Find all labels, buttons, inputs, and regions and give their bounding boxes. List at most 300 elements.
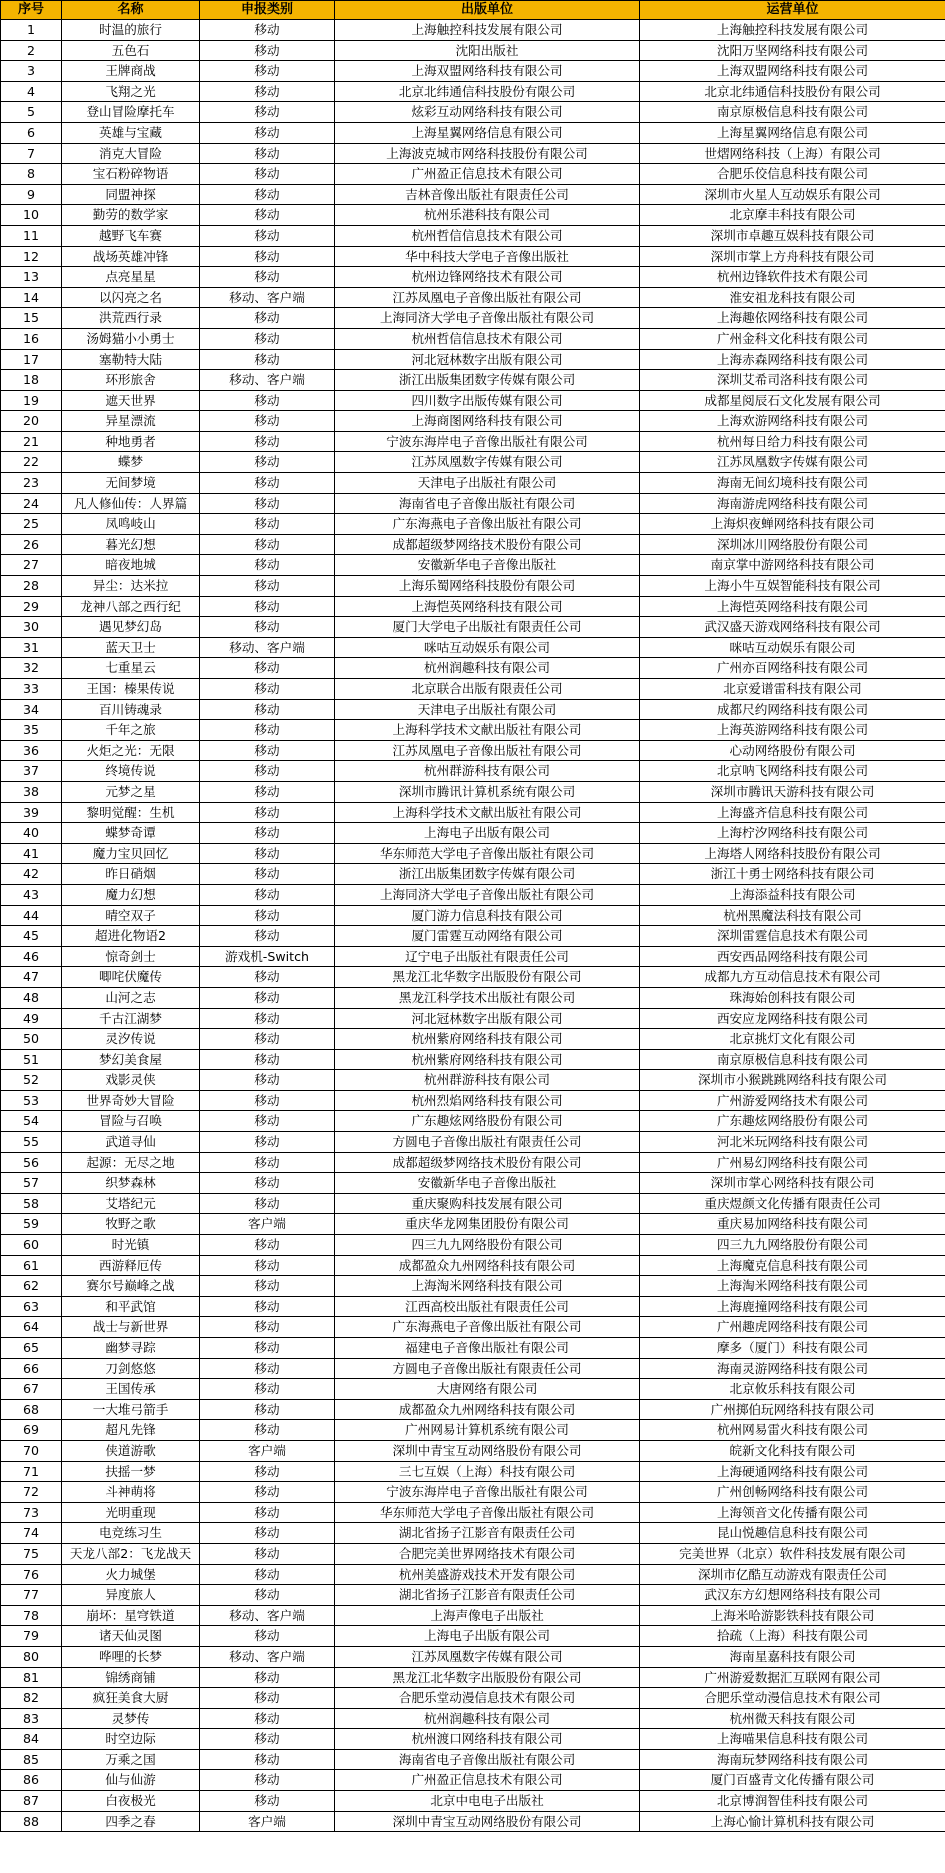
table-row — [1, 1646, 945, 1667]
cell-type: 移动 — [200, 411, 335, 432]
cell-name: 幽梦寻踪 — [62, 1338, 200, 1359]
cell-operator: 昆山悦趣信息科技有限公司 — [640, 1523, 945, 1544]
cell-no: 57 — [1, 1173, 62, 1194]
table-row — [1, 946, 945, 967]
cell-publisher: 华东师范大学电子音像出版社有限公司 — [335, 843, 640, 864]
cell-publisher: 杭州群游科技有限公司 — [335, 761, 640, 782]
cell-publisher: 宁波东海岸电子音像出版社有限公司 — [335, 1482, 640, 1503]
table-row — [1, 225, 945, 246]
cell-operator: 南京原极信息科技有限公司 — [640, 102, 945, 123]
cell-type: 移动 — [200, 143, 335, 164]
cell-name: 魔力宝贝回忆 — [62, 843, 200, 864]
cell-publisher: 重庆聚购科技发展有限公司 — [335, 1193, 640, 1214]
cell-name: 蓝天卫士 — [62, 637, 200, 658]
cell-name: 英雄与宝藏 — [62, 122, 200, 143]
cell-type: 移动 — [200, 884, 335, 905]
cell-publisher: 方圆电子音像出版社有限责任公司 — [335, 1358, 640, 1379]
cell-name: 王牌商战 — [62, 61, 200, 82]
cell-publisher: 广州盈正信息技术有限公司 — [335, 164, 640, 185]
cell-no: 22 — [1, 452, 62, 473]
cell-name: 同盟神探 — [62, 184, 200, 205]
cell-type: 移动、客户端 — [200, 370, 335, 391]
cell-type: 移动 — [200, 493, 335, 514]
cell-type: 移动 — [200, 823, 335, 844]
cell-no: 20 — [1, 411, 62, 432]
cell-no: 40 — [1, 823, 62, 844]
cell-no: 5 — [1, 102, 62, 123]
table-row — [1, 1358, 945, 1379]
cell-operator: 武汉盛天游戏网络科技有限公司 — [640, 617, 945, 638]
cell-type: 移动 — [200, 20, 335, 41]
cell-name: 元梦之星 — [62, 781, 200, 802]
cell-operator: 上海欢游网络科技有限公司 — [640, 411, 945, 432]
cell-no: 72 — [1, 1482, 62, 1503]
cell-type: 移动 — [200, 1667, 335, 1688]
cell-type: 移动、客户端 — [200, 287, 335, 308]
cell-operator: 海南无间幻境科技有限公司 — [640, 473, 945, 494]
cell-type: 移动 — [200, 926, 335, 947]
cell-no: 59 — [1, 1214, 62, 1235]
cell-operator: 重庆煜颜文化传播有限责任公司 — [640, 1193, 945, 1214]
table-row — [1, 679, 945, 700]
cell-name: 战场英雄冲锋 — [62, 246, 200, 267]
cell-name: 锦绣商铺 — [62, 1667, 200, 1688]
cell-type: 移动 — [200, 761, 335, 782]
cell-operator: 广东趣炫网络股份有限公司 — [640, 1111, 945, 1132]
cell-no: 62 — [1, 1276, 62, 1297]
cell-name: 时空边际 — [62, 1729, 200, 1750]
cell-name: 五色石 — [62, 40, 200, 61]
cell-name: 越野飞车赛 — [62, 225, 200, 246]
cell-publisher: 辽宁电子出版社有限责任公司 — [335, 946, 640, 967]
table-row — [1, 1585, 945, 1606]
cell-type: 移动 — [200, 1070, 335, 1091]
table-row — [1, 411, 945, 432]
cell-type: 移动 — [200, 1543, 335, 1564]
table-row — [1, 287, 945, 308]
cell-operator: 上海魔克信息科技有限公司 — [640, 1255, 945, 1276]
cell-name: 战士与新世界 — [62, 1317, 200, 1338]
table-row — [1, 1090, 945, 1111]
cell-operator: 上海双盟网络科技有限公司 — [640, 61, 945, 82]
cell-operator: 深圳市腾讯天游科技有限公司 — [640, 781, 945, 802]
cell-type: 移动 — [200, 390, 335, 411]
cell-type: 移动 — [200, 267, 335, 288]
cell-operator: 北京攸乐科技有限公司 — [640, 1379, 945, 1400]
cell-publisher: 厦门大学电子出版社有限责任公司 — [335, 617, 640, 638]
cell-no: 46 — [1, 946, 62, 967]
table-row — [1, 514, 945, 535]
cell-type: 移动 — [200, 987, 335, 1008]
cell-type: 游戏机-Switch — [200, 946, 335, 967]
cell-operator: 深圳市火星人互动娱乐有限公司 — [640, 184, 945, 205]
cell-no: 71 — [1, 1461, 62, 1482]
cell-name: 消克大冒险 — [62, 143, 200, 164]
table-row — [1, 390, 945, 411]
cell-publisher: 上海双盟网络科技有限公司 — [335, 61, 640, 82]
cell-publisher: 重庆华龙网集团股份有限公司 — [335, 1214, 640, 1235]
cell-operator: 拾疏（上海）科技有限公司 — [640, 1626, 945, 1647]
cell-name: 织梦森林 — [62, 1173, 200, 1194]
cell-type: 移动 — [200, 1770, 335, 1791]
cell-no: 82 — [1, 1688, 62, 1709]
cell-name: 崩坏：星穹铁道 — [62, 1605, 200, 1626]
cell-name: 唧咤伏魔传 — [62, 967, 200, 988]
cell-name: 和平武馆 — [62, 1296, 200, 1317]
cell-no: 77 — [1, 1585, 62, 1606]
cell-no: 55 — [1, 1132, 62, 1153]
cell-no: 84 — [1, 1729, 62, 1750]
cell-operator: 广州金科文化科技有限公司 — [640, 328, 945, 349]
cell-publisher: 深圳中青宝互动网络股份有限公司 — [335, 1811, 640, 1832]
cell-operator: 深圳艾希司洛科技有限公司 — [640, 370, 945, 391]
cell-name: 疯狂美食大厨 — [62, 1688, 200, 1709]
cell-type: 移动 — [200, 1029, 335, 1050]
cell-type: 移动 — [200, 1626, 335, 1647]
table-row — [1, 1070, 945, 1091]
cell-operator: 成都九方互动信息技术有限公司 — [640, 967, 945, 988]
table-row — [1, 1132, 945, 1153]
cell-operator: 上海炽夜蝉网络科技有限公司 — [640, 514, 945, 535]
cell-no: 1 — [1, 20, 62, 41]
cell-no: 79 — [1, 1626, 62, 1647]
cell-type: 移动 — [200, 225, 335, 246]
cell-type: 移动、客户端 — [200, 1646, 335, 1667]
cell-type: 移动 — [200, 1049, 335, 1070]
cell-operator: 上海柠汐网络科技有限公司 — [640, 823, 945, 844]
cell-no: 58 — [1, 1193, 62, 1214]
cell-publisher: 上海同济大学电子音像出版社有限公司 — [335, 884, 640, 905]
cell-no: 70 — [1, 1440, 62, 1461]
cell-no: 73 — [1, 1502, 62, 1523]
table-row — [1, 699, 945, 720]
cell-type: 移动 — [200, 1173, 335, 1194]
cell-publisher: 安徽新华电子音像出版社 — [335, 555, 640, 576]
cell-no: 42 — [1, 864, 62, 885]
cell-name: 登山冒险摩托车 — [62, 102, 200, 123]
table-row — [1, 493, 945, 514]
cell-publisher: 合肥乐堂动漫信息技术有限公司 — [335, 1688, 640, 1709]
cell-publisher: 华东师范大学电子音像出版社有限公司 — [335, 1502, 640, 1523]
cell-no: 32 — [1, 658, 62, 679]
cell-type: 客户端 — [200, 1811, 335, 1832]
cell-no: 28 — [1, 576, 62, 597]
cell-operator: 摩多（厦门）科技有限公司 — [640, 1338, 945, 1359]
cell-name: 扶摇一梦 — [62, 1461, 200, 1482]
cell-operator: 海南星嘉科技有限公司 — [640, 1646, 945, 1667]
cell-type: 移动 — [200, 1482, 335, 1503]
cell-no: 18 — [1, 370, 62, 391]
cell-publisher: 广东海燕电子音像出版社有限公司 — [335, 1317, 640, 1338]
cell-no: 36 — [1, 740, 62, 761]
cell-operator: 广州易幻网络科技有限公司 — [640, 1152, 945, 1173]
cell-operator: 深圳市掌上方舟科技有限公司 — [640, 246, 945, 267]
cell-publisher: 黑龙江北华数字出版股份有限公司 — [335, 967, 640, 988]
cell-operator: 杭州黑魔法科技有限公司 — [640, 905, 945, 926]
cell-name: 勤劳的数学家 — [62, 205, 200, 226]
cell-name: 魔力幻想 — [62, 884, 200, 905]
cell-type: 移动 — [200, 1111, 335, 1132]
cell-publisher: 上海电子出版有限公司 — [335, 823, 640, 844]
cell-operator: 深圳雷霆信息技术有限公司 — [640, 926, 945, 947]
cell-no: 13 — [1, 267, 62, 288]
cell-publisher: 杭州紫府网络科技有限公司 — [335, 1049, 640, 1070]
cell-publisher: 河北冠林数字出版有限公司 — [335, 1008, 640, 1029]
table-row — [1, 61, 945, 82]
cell-publisher: 江苏凤凰数字传媒有限公司 — [335, 452, 640, 473]
cell-type: 移动 — [200, 452, 335, 473]
cell-no: 37 — [1, 761, 62, 782]
cell-operator: 上海心愉计算机科技有限公司 — [640, 1811, 945, 1832]
cell-no: 24 — [1, 493, 62, 514]
cell-type: 移动 — [200, 1585, 335, 1606]
cell-publisher: 上海星翼网络信息有限公司 — [335, 122, 640, 143]
header-type: 申报类别 — [200, 1, 335, 20]
cell-operator: 杭州微天科技有限公司 — [640, 1708, 945, 1729]
cell-operator: 广州游爱网络技术有限公司 — [640, 1090, 945, 1111]
cell-name: 以闪亮之名 — [62, 287, 200, 308]
cell-type: 移动 — [200, 514, 335, 535]
table-row — [1, 534, 945, 555]
cell-operator: 南京原极信息科技有限公司 — [640, 1049, 945, 1070]
table-row — [1, 1461, 945, 1482]
cell-no: 61 — [1, 1255, 62, 1276]
cell-type: 移动 — [200, 164, 335, 185]
table-row — [1, 205, 945, 226]
cell-operator: 上海盛齐信息科技有限公司 — [640, 802, 945, 823]
cell-operator: 重庆易加网络科技有限公司 — [640, 1214, 945, 1235]
cell-publisher: 江西高校出版社有限责任公司 — [335, 1296, 640, 1317]
table-row — [1, 1626, 945, 1647]
cell-name: 四季之春 — [62, 1811, 200, 1832]
cell-operator: 武汉东方幻想网络科技有限公司 — [640, 1585, 945, 1606]
cell-publisher: 黑龙江北华数字出版股份有限公司 — [335, 1667, 640, 1688]
cell-publisher: 上海电子出版有限公司 — [335, 1626, 640, 1647]
table-row — [1, 267, 945, 288]
table-row — [1, 1379, 945, 1400]
cell-publisher: 浙江出版集团数字传媒有限公司 — [335, 370, 640, 391]
cell-no: 47 — [1, 967, 62, 988]
cell-publisher: 上海同济大学电子音像出版社有限公司 — [335, 308, 640, 329]
cell-publisher: 四三九九网络股份有限公司 — [335, 1235, 640, 1256]
cell-publisher: 炫彩互动网络科技有限公司 — [335, 102, 640, 123]
cell-no: 75 — [1, 1543, 62, 1564]
table-row — [1, 1276, 945, 1297]
table-row — [1, 1605, 945, 1626]
cell-operator: 海南灵游网络科技有限公司 — [640, 1358, 945, 1379]
header-operator: 运营单位 — [640, 1, 945, 20]
cell-name: 电竞练习生 — [62, 1523, 200, 1544]
header-publisher: 出版单位 — [335, 1, 640, 20]
cell-name: 凤鸣岐山 — [62, 514, 200, 535]
cell-no: 4 — [1, 81, 62, 102]
table-row — [1, 1317, 945, 1338]
cell-name: 刀剑悠悠 — [62, 1358, 200, 1379]
cell-name: 异星漂流 — [62, 411, 200, 432]
cell-type: 移动 — [200, 1090, 335, 1111]
cell-operator: 上海领音文化传播有限公司 — [640, 1502, 945, 1523]
cell-operator: 上海恺英网络科技有限公司 — [640, 596, 945, 617]
cell-no: 66 — [1, 1358, 62, 1379]
table-row — [1, 658, 945, 679]
cell-publisher: 上海科学技术文献出版社有限公司 — [335, 720, 640, 741]
cell-name: 宝石粉碎物语 — [62, 164, 200, 185]
cell-publisher: 厦门游力信息科技有限公司 — [335, 905, 640, 926]
cell-no: 17 — [1, 349, 62, 370]
table-row — [1, 637, 945, 658]
cell-type: 移动 — [200, 102, 335, 123]
table-row — [1, 1049, 945, 1070]
cell-name: 西游释厄传 — [62, 1255, 200, 1276]
cell-name: 时温的旅行 — [62, 20, 200, 41]
table-row — [1, 349, 945, 370]
cell-operator: 上海小牛互娱智能科技有限公司 — [640, 576, 945, 597]
cell-publisher: 吉林音像出版社有限责任公司 — [335, 184, 640, 205]
cell-no: 41 — [1, 843, 62, 864]
cell-name: 艾塔纪元 — [62, 1193, 200, 1214]
table-row — [1, 905, 945, 926]
cell-operator: 心动网络股份有限公司 — [640, 740, 945, 761]
cell-name: 无间梦境 — [62, 473, 200, 494]
cell-operator: 上海英游网络科技有限公司 — [640, 720, 945, 741]
cell-name: 冒险与召唤 — [62, 1111, 200, 1132]
cell-name: 蝶梦 — [62, 452, 200, 473]
cell-name: 塞勒特大陆 — [62, 349, 200, 370]
cell-name: 终境传说 — [62, 761, 200, 782]
table-row — [1, 1770, 945, 1791]
cell-type: 移动 — [200, 843, 335, 864]
cell-type: 移动 — [200, 1132, 335, 1153]
cell-publisher: 上海淘米网络科技有限公司 — [335, 1276, 640, 1297]
cell-name: 千古江湖梦 — [62, 1008, 200, 1029]
cell-type: 移动 — [200, 1523, 335, 1544]
cell-no: 50 — [1, 1029, 62, 1050]
cell-operator: 深圳市掌心网络科技有限公司 — [640, 1173, 945, 1194]
cell-operator: 皖新文化科技有限公司 — [640, 1440, 945, 1461]
cell-type: 移动 — [200, 1152, 335, 1173]
cell-no: 38 — [1, 781, 62, 802]
cell-publisher: 天津电子出版社有限公司 — [335, 473, 640, 494]
cell-no: 29 — [1, 596, 62, 617]
cell-operator: 北京挑灯文化有限公司 — [640, 1029, 945, 1050]
cell-no: 33 — [1, 679, 62, 700]
table-row — [1, 884, 945, 905]
cell-operator: 珠海始创科技有限公司 — [640, 987, 945, 1008]
cell-name: 梦幻美食屋 — [62, 1049, 200, 1070]
table-row — [1, 246, 945, 267]
table-row — [1, 1564, 945, 1585]
cell-name: 仙与仙游 — [62, 1770, 200, 1791]
cell-no: 12 — [1, 246, 62, 267]
cell-publisher: 湖北省扬子江影音有限责任公司 — [335, 1523, 640, 1544]
cell-name: 武道寻仙 — [62, 1132, 200, 1153]
cell-publisher: 河北冠林数字出版有限公司 — [335, 349, 640, 370]
cell-name: 灵汐传说 — [62, 1029, 200, 1050]
table-row — [1, 843, 945, 864]
table-row — [1, 1729, 945, 1750]
table-row — [1, 1420, 945, 1441]
cell-type: 移动 — [200, 1193, 335, 1214]
cell-no: 7 — [1, 143, 62, 164]
table-row — [1, 1749, 945, 1770]
cell-publisher: 杭州群游科技有限公司 — [335, 1070, 640, 1091]
cell-publisher: 海南省电子音像出版社有限公司 — [335, 493, 640, 514]
cell-no: 44 — [1, 905, 62, 926]
table-row — [1, 1811, 945, 1832]
cell-operator: 沈阳万坚网络科技有限公司 — [640, 40, 945, 61]
cell-no: 8 — [1, 164, 62, 185]
cell-no: 68 — [1, 1399, 62, 1420]
cell-name: 惊奇剑士 — [62, 946, 200, 967]
cell-type: 移动 — [200, 1317, 335, 1338]
cell-no: 15 — [1, 308, 62, 329]
cell-operator: 上海喵果信息科技有限公司 — [640, 1729, 945, 1750]
table-row — [1, 1214, 945, 1235]
cell-no: 64 — [1, 1317, 62, 1338]
table-row — [1, 1255, 945, 1276]
header-row — [1, 1, 945, 20]
cell-no: 87 — [1, 1791, 62, 1812]
cell-name: 异度旅人 — [62, 1585, 200, 1606]
table-row — [1, 1111, 945, 1132]
cell-no: 69 — [1, 1420, 62, 1441]
cell-name: 光明重现 — [62, 1502, 200, 1523]
cell-no: 88 — [1, 1811, 62, 1832]
cell-type: 移动 — [200, 596, 335, 617]
cell-type: 移动 — [200, 1276, 335, 1297]
cell-operator: 深圳市亿酷互动游戏有限责任公司 — [640, 1564, 945, 1585]
cell-operator: 深圳冰川网络股份有限公司 — [640, 534, 945, 555]
cell-type: 移动 — [200, 1708, 335, 1729]
table-row — [1, 1791, 945, 1812]
cell-publisher: 江苏凤凰电子音像出版社有限公司 — [335, 287, 640, 308]
cell-operator: 咪咕互动娱乐有限公司 — [640, 637, 945, 658]
cell-name: 哗哩的长梦 — [62, 1646, 200, 1667]
table-row — [1, 555, 945, 576]
table-row — [1, 81, 945, 102]
cell-publisher: 杭州乐港科技有限公司 — [335, 205, 640, 226]
cell-no: 78 — [1, 1605, 62, 1626]
cell-no: 35 — [1, 720, 62, 741]
cell-type: 移动 — [200, 740, 335, 761]
cell-publisher: 深圳中青宝互动网络股份有限公司 — [335, 1440, 640, 1461]
cell-publisher: 上海波克城市网络科技股份有限公司 — [335, 143, 640, 164]
cell-operator: 浙江十勇士网络科技有限公司 — [640, 864, 945, 885]
table-row — [1, 1008, 945, 1029]
cell-type: 移动、客户端 — [200, 1605, 335, 1626]
cell-name: 种地勇者 — [62, 431, 200, 452]
header-no: 序号 — [1, 1, 62, 20]
cell-no: 65 — [1, 1338, 62, 1359]
cell-name: 一大堆弓箭手 — [62, 1399, 200, 1420]
cell-name: 侠道游歌 — [62, 1440, 200, 1461]
cell-publisher: 杭州哲信信息技术有限公司 — [335, 225, 640, 246]
cell-no: 86 — [1, 1770, 62, 1791]
table-row — [1, 1667, 945, 1688]
table-row — [1, 617, 945, 638]
table-row — [1, 370, 945, 391]
cell-name: 山河之志 — [62, 987, 200, 1008]
table-row — [1, 473, 945, 494]
cell-publisher: 三七互娱（上海）科技有限公司 — [335, 1461, 640, 1482]
cell-type: 移动 — [200, 328, 335, 349]
table-row — [1, 802, 945, 823]
cell-no: 48 — [1, 987, 62, 1008]
cell-no: 21 — [1, 431, 62, 452]
cell-operator: 上海塔人网络科技股份有限公司 — [640, 843, 945, 864]
cell-type: 移动 — [200, 1502, 335, 1523]
cell-publisher: 杭州烈焰网络科技有限公司 — [335, 1090, 640, 1111]
